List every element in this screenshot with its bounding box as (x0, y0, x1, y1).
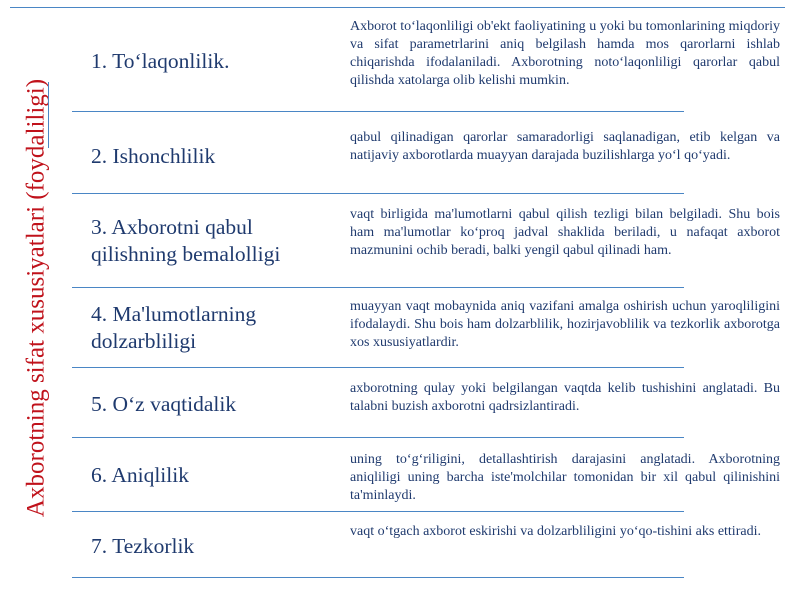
row-title: 4. Ma'lumotlarning dolzarbliligi (91, 302, 257, 353)
row-description: vaqt birligida ma'lumotlarni qabul qilish tezligi bilan belgiladi. Shu bois ham ma'lumotlar ko‘proq jadval shaklida beriladi, u nafaqat axborot mazmunini ochib beradi, balki yengil qabul qilinadi ham. (350, 207, 780, 258)
row-description: uning to‘g‘riligini, detallashtirish darajasini anglatadi. Axborotning aniqliligi uning barcha iste'molchilar tomonidan bir xil qabul qilinishini ta'minlaydi. (350, 452, 780, 503)
row-description: axborotning qulay yoki belgilangan vaqtda kelib tushishini anglatadi. Bu talabni buzish axborotni qadrsizlantiradi. (350, 381, 780, 414)
row-divider (72, 577, 684, 578)
row-divider (72, 287, 684, 288)
row-description: vaqt o‘tgach axborot eskirishi va dolzarbliligini yo‘qo-tishini aks ettiradi. (350, 524, 761, 539)
row-description: qabul qilinadigan qarorlar samaradorligi saqlanadigan, etib kelgan va natijaviy axborotlarda muayyan darajada buzilishlarga yo‘l qo‘yadi. (350, 130, 780, 163)
row-title: 7. Tezkorlik (91, 534, 195, 558)
top-divider (10, 7, 785, 8)
row-divider (72, 193, 684, 194)
row-divider (72, 111, 684, 112)
row-title: 1. To‘laqonlilik. (91, 49, 230, 73)
row-title: 2. Ishonchlilik (91, 144, 216, 168)
row-divider (72, 367, 684, 368)
side-title: Axborotning sifat xususiyatlari (foydaliligi) (22, 78, 50, 518)
row-description: muayyan vaqt mobaynida aniq vazifani amalga oshirish uchun yaroqliligini ifodalaydi. Shu bois ham dolzarblilik, hozirjavoblilik va tezkorlik axborotga xos xususiyatlardir. (350, 299, 780, 350)
row-description: Axborot to‘laqonliligi ob'ekt faoliyatining u yoki bu tomonlarining miqdoriy va sifat parametrlarini aniq belgilash hamda mos qarorlarni ishlab chiqarishda ifodalaniladi. Axborotning noto‘laqonliligi qarorlar qabul qilishda xatolarga olib kelishi mumkin. (350, 19, 780, 88)
row-title: 6. Aniqlilik (91, 463, 189, 487)
row-divider (72, 437, 684, 438)
row-title: 5. O‘z vaqtidalik (91, 392, 237, 416)
side-title-underline (48, 82, 49, 148)
row-title: 3. Axborotni qabul qilishning bemalolligi (91, 215, 281, 266)
row-divider (72, 511, 684, 512)
